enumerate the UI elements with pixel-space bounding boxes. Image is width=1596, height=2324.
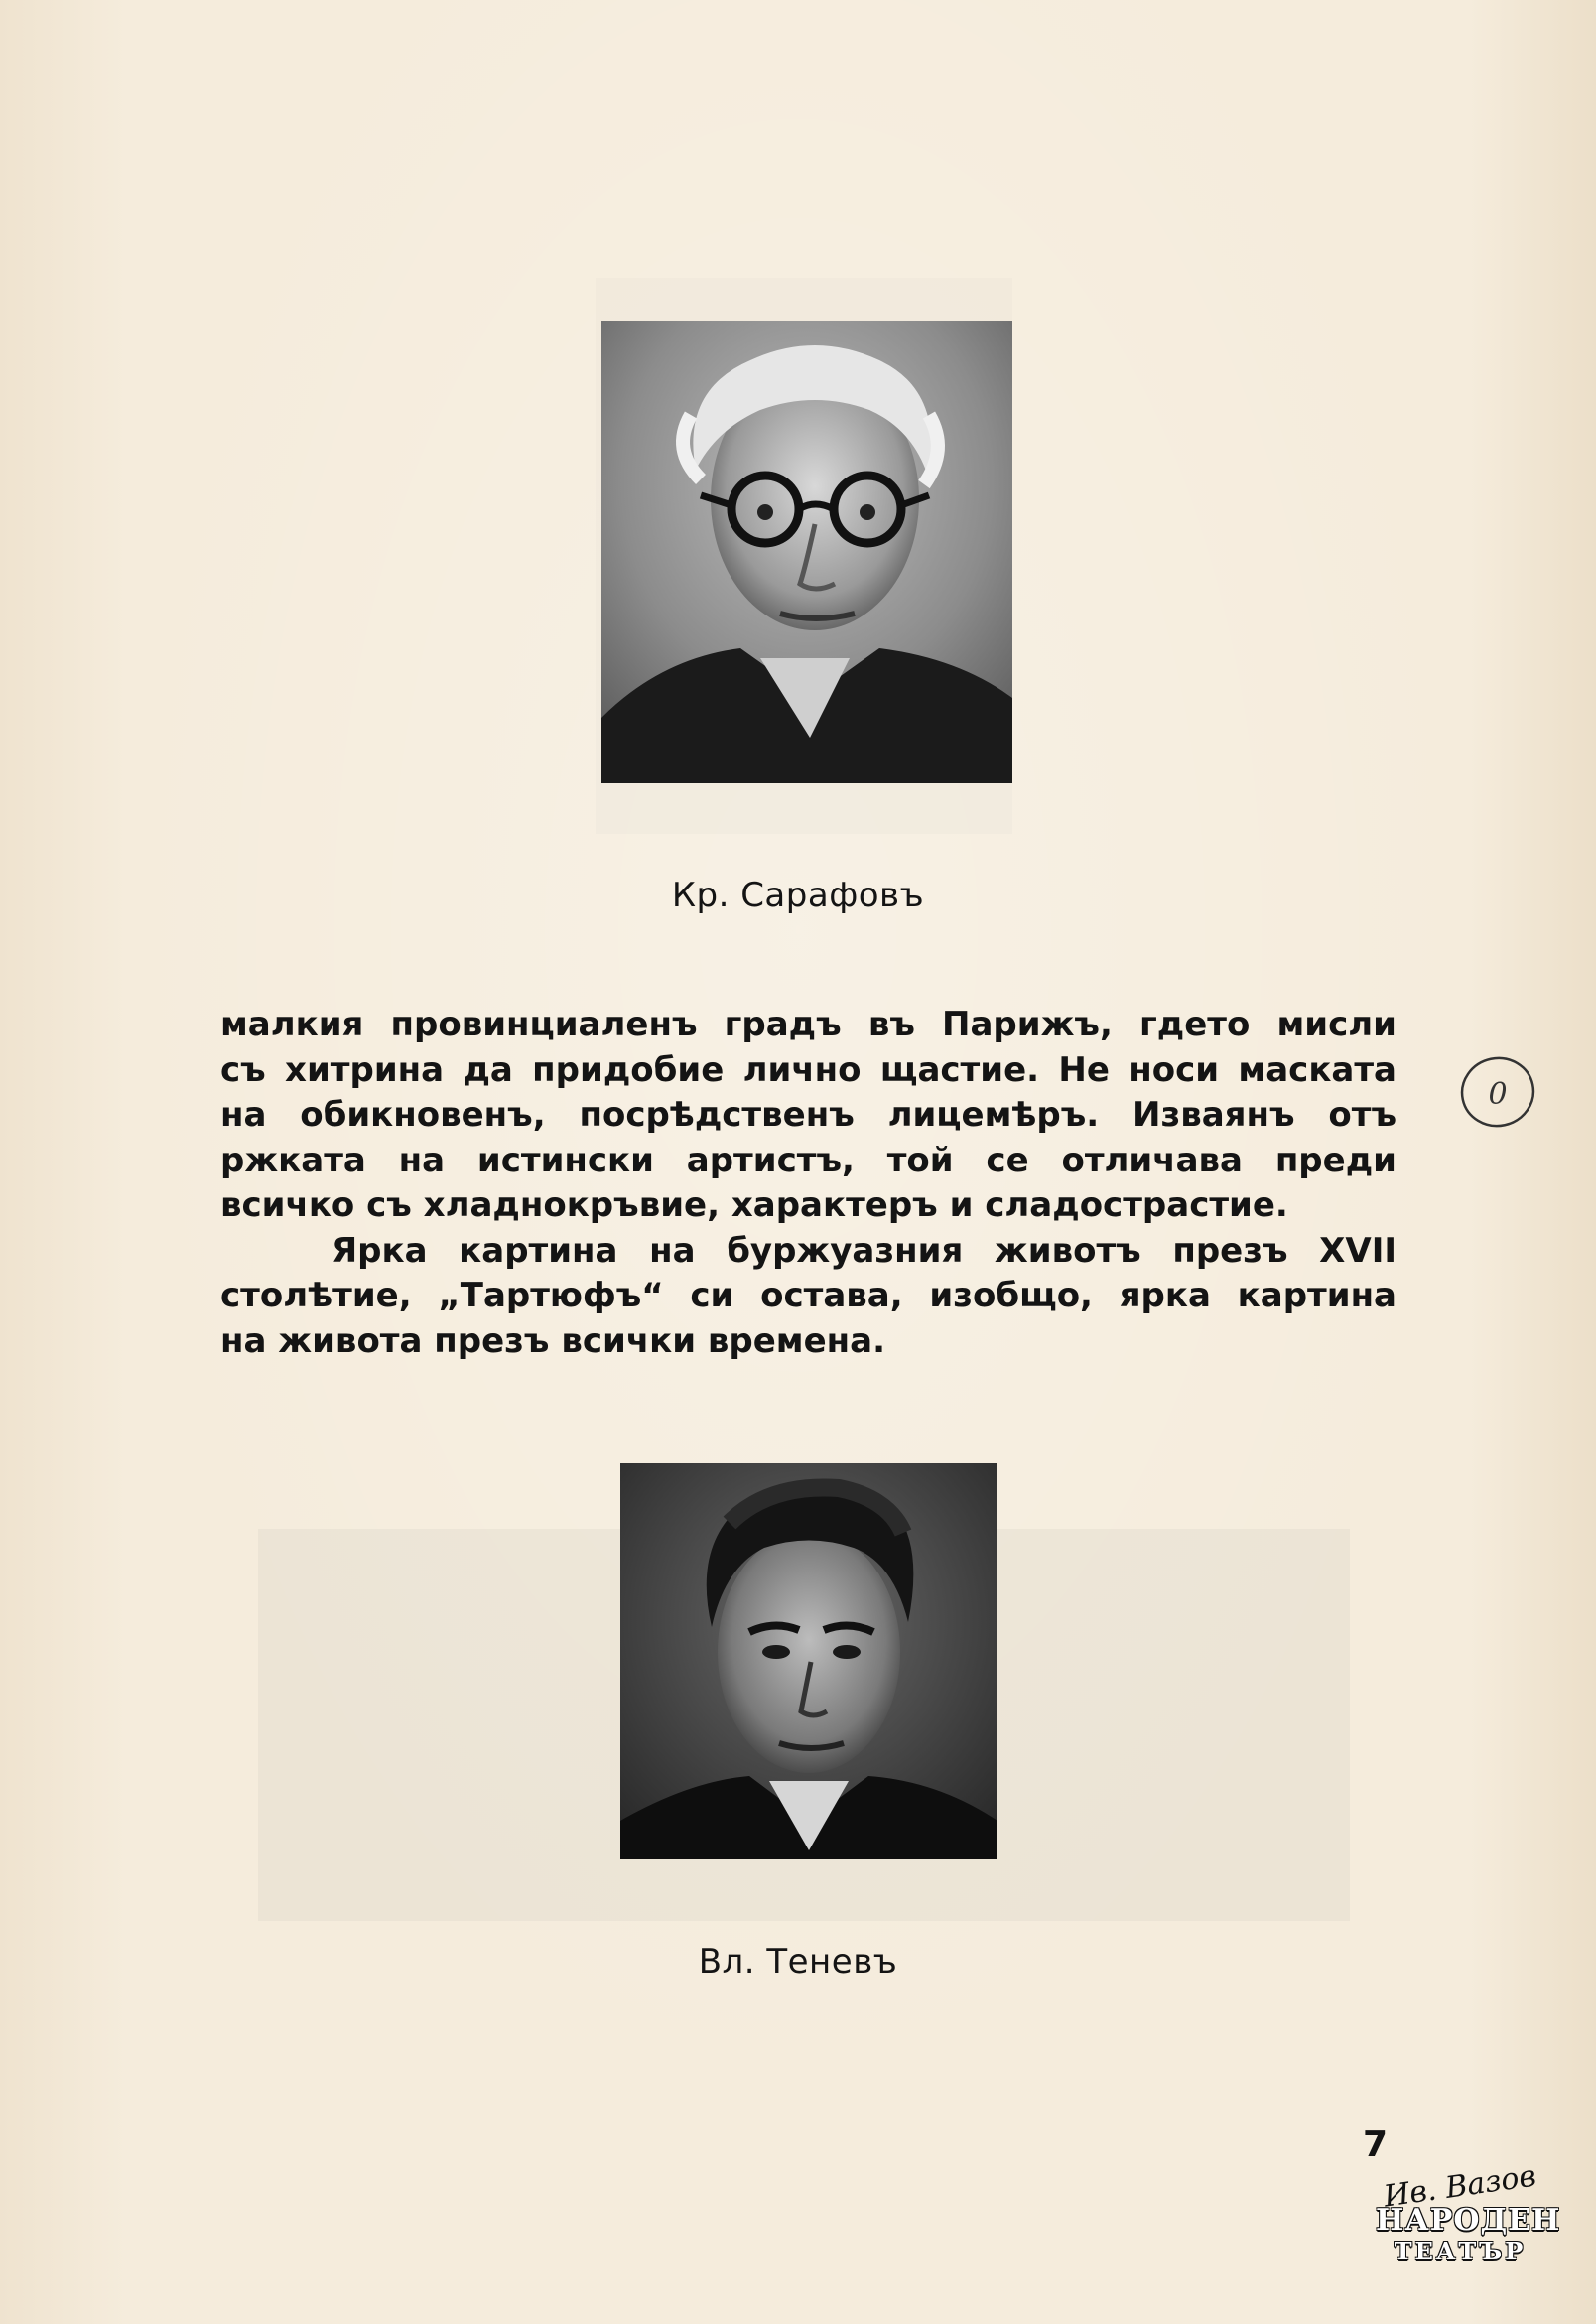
text-line: малкия провинциаленъ градъ въ Парижъ, гдето мисли [220, 1005, 1396, 1044]
portrait-photo-tenev [620, 1463, 998, 1859]
margin-note-text: 0 [1488, 1077, 1508, 1112]
text-line: на обикновенъ, посрѣдственъ лицемѣръ. Изваянъ отъ [220, 1095, 1396, 1135]
text-line: съ хитрина да придобие лично щастие. Не носи маската [220, 1049, 1396, 1090]
body-text [220, 1003, 1396, 1364]
text-line: ржката на истински артистъ, той се отличава преди [220, 1140, 1396, 1180]
text-line: столѣтие, „Тартюфъ“ си остава, изобщо, ярка картина [220, 1276, 1396, 1315]
portrait-caption-tenev: Вл. Теневъ [698, 1942, 898, 1982]
text-line: на живота презъ всички времена. [220, 1320, 886, 1361]
portrait-caption-sarafov: Кр. Сарафовъ [671, 876, 925, 915]
page-number: 7 [1363, 2124, 1389, 2165]
portrait-image [620, 1463, 998, 1859]
national-theatre-stamp [1376, 2158, 1561, 2287]
portrait-photo-sarafov [601, 321, 1012, 783]
stamp-signature: Ив. Вазов [1381, 2158, 1538, 2215]
stamp-line-1: НАРОДЕН [1376, 2203, 1561, 2238]
text-line: Ярка картина на буржуазния животъ презъ XVII [332, 1230, 1396, 1271]
handwritten-margin-note [1457, 1050, 1538, 1132]
text-line: всичко съ хладнокръвие, характеръ и сладострастие. [220, 1185, 1288, 1225]
portrait-image [601, 321, 1012, 783]
stamp-line-2: ТЕАТЪР [1394, 2237, 1527, 2265]
